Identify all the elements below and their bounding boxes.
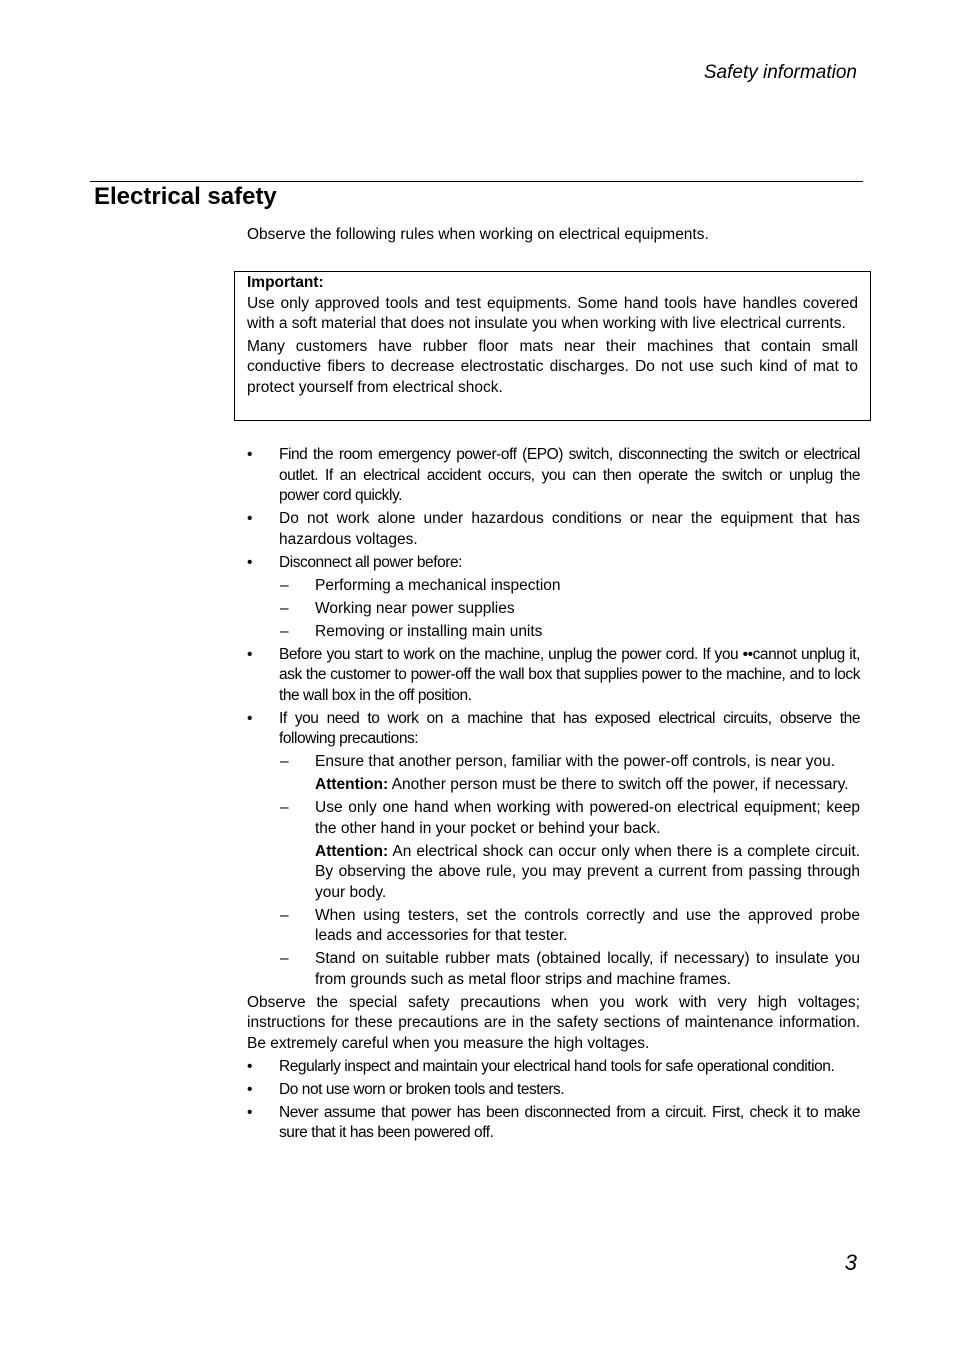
list-item-text: If you need to work on a machine that has exposed electrical circuits, observe the following precautions: [279, 709, 860, 747]
sub-list-item-text: Performing a mechanical inspection [315, 576, 561, 594]
page-number: 3 [844, 1250, 857, 1275]
intro-text: Observe the following rules when working on electrical equipments. [247, 226, 709, 243]
sub-list-item [247, 949, 860, 990]
sub-list-item-text: Stand on suitable rubber mats (obtained locally, if necessary) to insulate you from grounds such as metal floor strips and machine frames. [315, 950, 860, 988]
attention-label: Attention: [315, 776, 389, 793]
dash-marker: – [280, 622, 289, 640]
attention-note [247, 842, 860, 904]
section-title: Electrical safety [94, 183, 277, 210]
important-notice-box [234, 271, 871, 421]
sub-list-item-text: Use only one hand when working with powered-on electrical equipment; keep the other hand in your pocket or behind your back. [315, 799, 860, 837]
high-voltage-paragraph: Observe the special safety precautions when you work with very high voltages; instructions for these precautions are in the safety sections of maintenance information. Be extremely careful when you measure the high voltages. [247, 993, 860, 1052]
attention-note [247, 775, 860, 796]
attention-text: An electrical shock can occur only when there is a complete circuit. By observing the above rule, you may prevent a current from passing through your body. [315, 842, 860, 901]
dash-marker: – [280, 599, 289, 617]
bullet-marker: • [247, 446, 252, 463]
list-item-text: Do not work alone under hazardous conditions or near the equipment that has hazardous voltages. [279, 510, 860, 548]
list-item [247, 709, 860, 750]
dash-marker: – [280, 576, 289, 594]
list-item [247, 509, 860, 550]
bullet-marker: • [247, 1057, 252, 1075]
dash-marker: – [280, 799, 289, 816]
sub-list-item-text: When using testers, set the controls correctly and use the approved probe leads and accessories for that tester. [315, 906, 860, 944]
safety-rules-list [247, 445, 860, 1146]
bullet-marker: • [247, 709, 252, 727]
sub-list-item [247, 906, 860, 947]
attention-label: Attention: [315, 842, 389, 860]
sub-list-item [247, 798, 860, 839]
running-header: Safety information [703, 62, 857, 83]
list-item-text: Find the room emergency power-off (EPO) switch, disconnecting the switch or electrical outlet. If an electrical accident occurs, you can then operate the switch or unplug the power cord quickly. [279, 446, 860, 504]
list-item-text: Before you start to work on the machine, unplug the power cord. If you ••cannot unplug it, ask the customer to power-off the wall box that supplies power to the machine, and to lock the wall box in the off position. [279, 645, 860, 704]
important-paragraph-1: Use only approved tools and test equipments. Some hand tools have handles covered with a soft material that does not insulate you when working with live electrical currents. [247, 294, 858, 332]
important-paragraph-2: Many customers have rubber floor mats near their machines that contain small conductive fibers to decrease electrostatic discharges. Do not use such kind of mat to protect yourself from electrical shock. [247, 337, 858, 396]
dash-marker: – [280, 950, 289, 967]
list-item [247, 553, 860, 574]
sub-list-item [247, 752, 860, 773]
list-item [247, 1080, 860, 1101]
list-item [247, 1103, 860, 1144]
bullet-marker: • [247, 645, 252, 663]
sub-list-item-text: Ensure that another person, familiar with the power-off controls, is near you. [315, 753, 836, 770]
sub-list-item [247, 599, 860, 620]
list-item-text: Disconnect all power before: [279, 553, 462, 571]
section-rule [90, 181, 863, 182]
bullet-marker: • [247, 1080, 252, 1098]
sub-list-item [247, 622, 860, 643]
dash-marker: – [280, 753, 289, 770]
bullet-marker: • [247, 510, 253, 527]
important-label: Important: [247, 274, 324, 291]
list-item [247, 1057, 860, 1078]
sub-list-item-text: Removing or installing main units [315, 622, 543, 640]
sub-list-item [247, 576, 860, 597]
dash-marker: – [280, 906, 289, 924]
list-item-text: Regularly inspect and maintain your electrical hand tools for safe operational condition. [279, 1057, 835, 1075]
list-item-text: Do not use worn or broken tools and testers. [279, 1080, 565, 1098]
bullet-marker: • [247, 553, 252, 571]
sub-list-item-text: Working near power supplies [315, 599, 515, 617]
attention-text: Another person must be there to switch off the power, if necessary. [388, 776, 849, 793]
list-item [247, 645, 860, 707]
list-item-text: Never assume that power has been disconnected from a circuit. First, check it to make sure that it has been powered off. [279, 1103, 860, 1141]
list-item [247, 445, 860, 507]
bullet-marker: • [247, 1103, 252, 1121]
